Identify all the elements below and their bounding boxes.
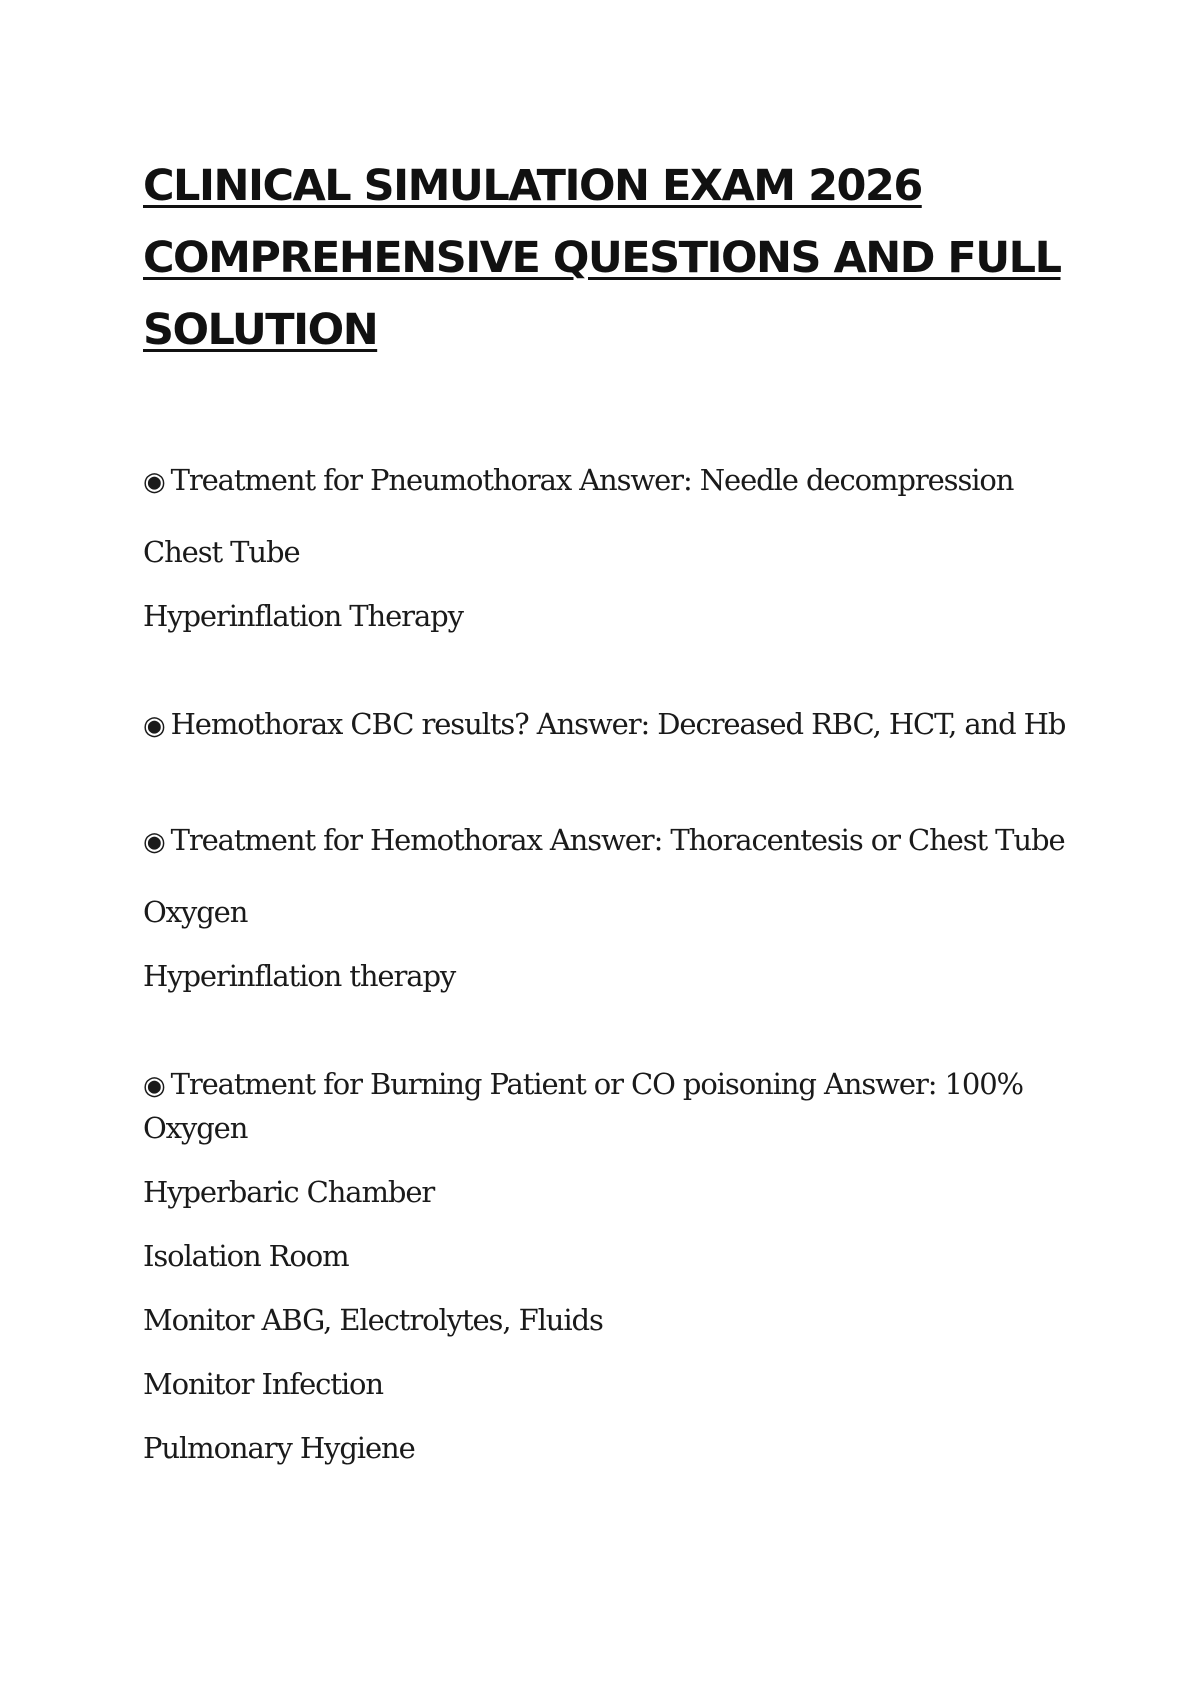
question-line: ◉ Treatment for Hemothorax Answer: Thoracentesis or Chest Tube — [143, 823, 1065, 857]
answer-line: Hyperinflation therapy — [143, 959, 456, 993]
title-line-2: COMPREHENSIVE QUESTIONS AND FULL — [143, 233, 1061, 283]
title-line-1: CLINICAL SIMULATION EXAM 2026 — [143, 161, 922, 211]
answer-line: Oxygen — [143, 895, 248, 929]
bullet-icon: ◉ — [143, 1071, 165, 1101]
answer-line: Hyperbaric Chamber — [143, 1175, 435, 1209]
document-content — [143, 150, 1083, 1532]
bullet-icon: ◉ — [143, 827, 165, 857]
bullet-icon: ◉ — [143, 467, 165, 497]
qa-item — [143, 456, 1083, 634]
answer-line: Monitor Infection — [143, 1367, 383, 1401]
answer-line: Chest Tube — [143, 535, 300, 569]
qa-item — [143, 700, 1083, 750]
question-line: ◉ Treatment for Pneumothorax Answer: Needle decompression — [143, 463, 1014, 497]
bullet-icon: ◉ — [143, 711, 165, 741]
answer-line: Isolation Room — [143, 1239, 349, 1273]
answer-line: Pulmonary Hygiene — [143, 1431, 415, 1465]
qa-list — [143, 456, 1083, 1466]
page-title — [143, 150, 1083, 366]
qa-item — [143, 816, 1083, 994]
question-continuation: Oxygen — [143, 1111, 248, 1145]
question-line: ◉ Hemothorax CBC results? Answer: Decreased RBC, HCT, and Hb — [143, 707, 1066, 741]
title-line-3: SOLUTION — [143, 305, 378, 355]
answer-line: Monitor ABG, Electrolytes, Fluids — [143, 1303, 603, 1337]
question-line: ◉ Treatment for Burning Patient or CO poisoning Answer: 100% — [143, 1067, 1024, 1101]
answer-line: Hyperinflation Therapy — [143, 599, 463, 633]
qa-item — [143, 1060, 1083, 1466]
